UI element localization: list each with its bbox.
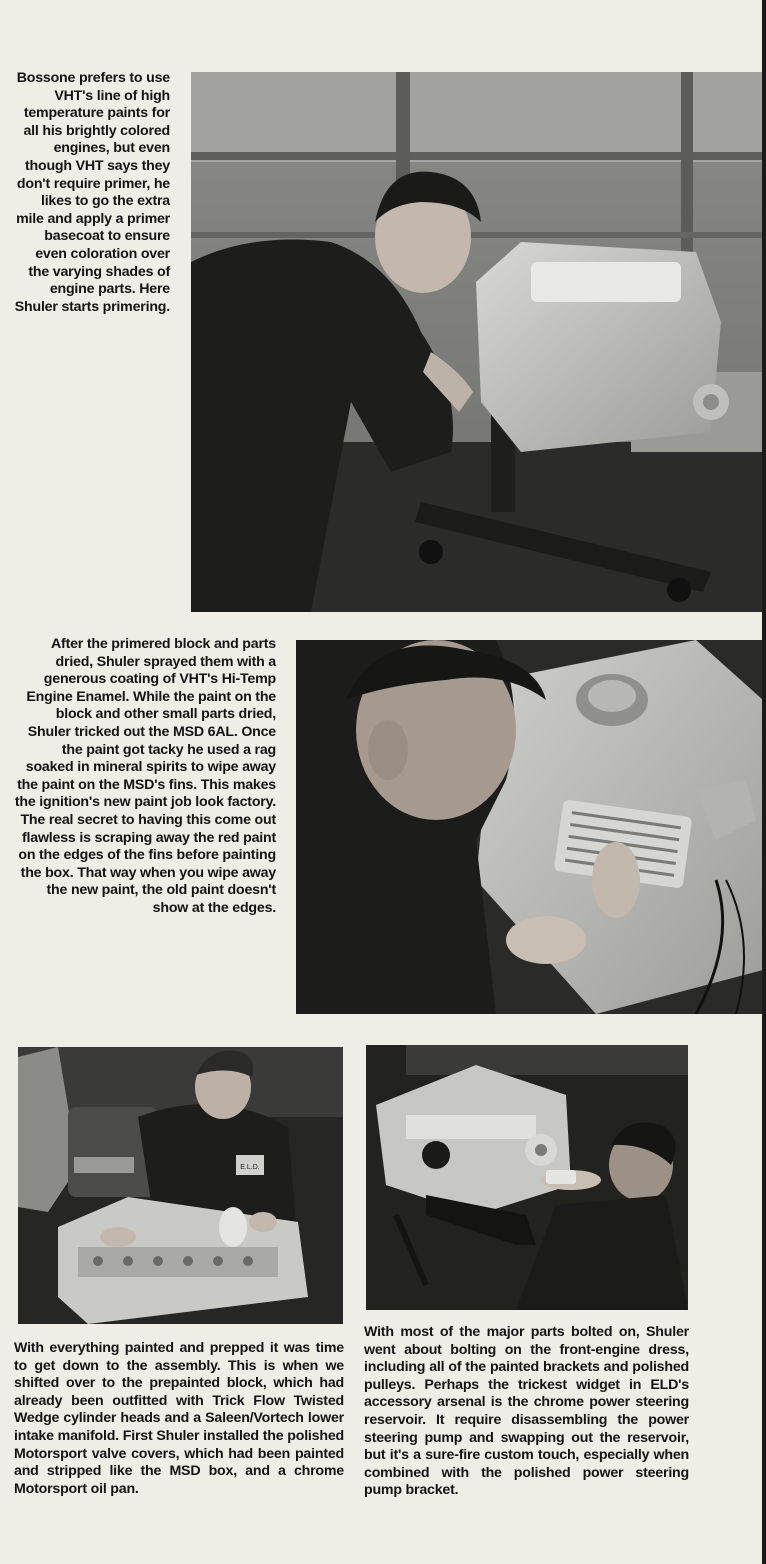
photo-msd-box-art (296, 640, 763, 1014)
photo-primering-engine (191, 72, 763, 612)
photo-front-dress (366, 1045, 688, 1310)
caption-primer-text: Bossone prefers to use VHT's line of high temperature paints for all his brightly colored engines, but even though VHT says they don't require primer, he likes to go the extra mile and apply a primer basecoat to ensure even coloration over the varying shades of engine parts. Here Shuler starts primering. (14, 70, 170, 315)
photo-front-dress-art (366, 1045, 688, 1310)
caption-msd-box (14, 636, 276, 918)
print-speck (88, 463, 98, 471)
caption-front-dress-text: With most of the major parts bolted on, Shuler went about bolting on the front-engine dress, including all of the painted brackets and polished pulleys. Perhaps the trickest widget in ELD's accessory arsenal is the chrome power steering reservoir. It require disassembling the power steering pump and swapping out the reservoir, but it's a sure-fire custom touch, especially when combined with the polished power steering pump bracket. (364, 1324, 689, 1499)
caption-assembly-text: With everything painted and prepped it was time to get down to the assembly. This is when we shifted over to the prepainted block, which had already been outfitted with Trick Flow Twisted Wedge cylinder heads and a Saleen/Vortech lower intake manifold. First Shuler installed the polished Motorsport valve covers, which had been painted and stripped like the MSD box, and a chrome Motorsport oil pan. (14, 1340, 344, 1497)
caption-front-dress (364, 1324, 689, 1500)
shirt-logo: E.L.D. (240, 1164, 260, 1171)
page-edge (762, 0, 766, 1564)
caption-assembly (14, 1340, 344, 1498)
caption-primer (14, 70, 170, 316)
photo-assembly-art (18, 1047, 343, 1324)
photo-assembly (18, 1047, 343, 1324)
photo-msd-box (296, 640, 763, 1014)
caption-msd-box-text: After the primered block and parts dried, Shuler sprayed them with a generous coating of VHT's Hi-Temp Engine Enamel. While the paint on the block and other small parts dried, Shuler tricked out the MSD 6AL. Once the paint got tacky he used a rag soaked in mineral spirits to wipe away the paint on the MSD's fins. This makes the ignition's new paint job look factory. The real secret to having this come out flawless is scraping away the red paint on the edges of the fins before painting the box. That way when you wipe away the new paint, the old paint doesn't show at the edges. (14, 636, 276, 916)
photo-primering-engine-art (191, 72, 763, 612)
